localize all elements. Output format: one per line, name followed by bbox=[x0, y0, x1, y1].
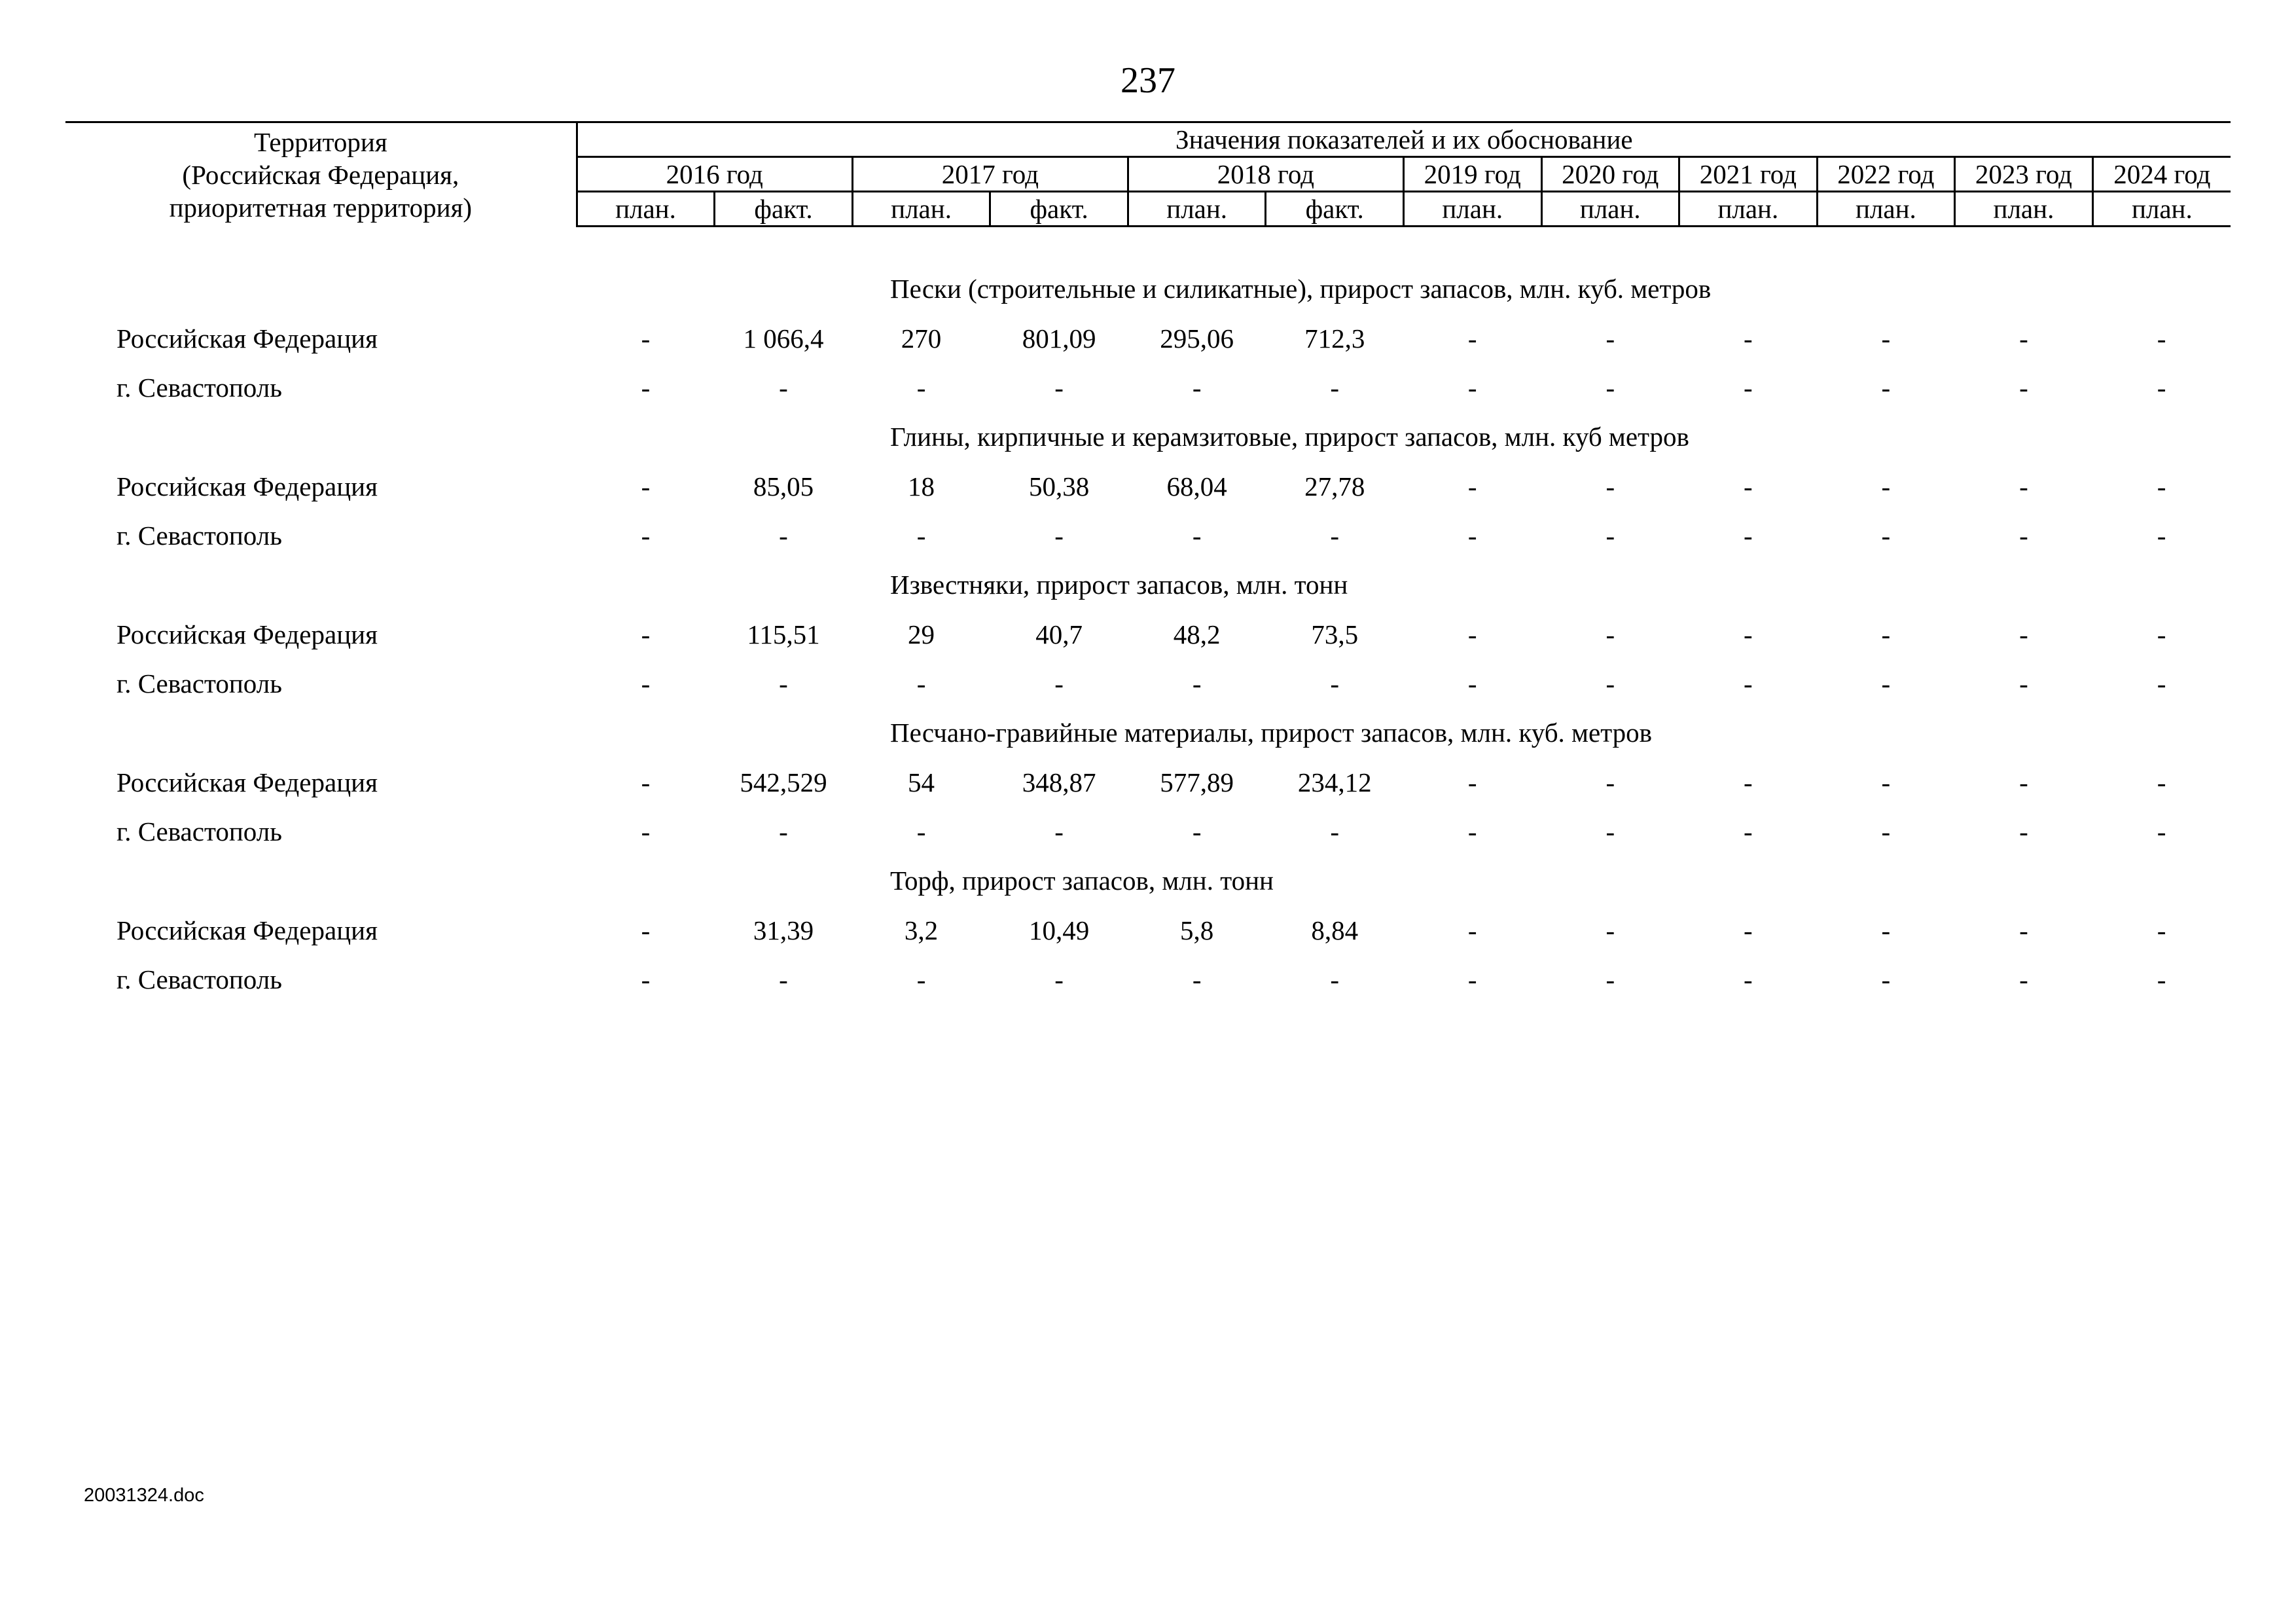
section-row bbox=[65, 412, 2231, 462]
value-cell: - bbox=[1744, 520, 1753, 551]
year-header: 2021 год bbox=[1679, 157, 1818, 192]
value-cell: 8,84 bbox=[1311, 915, 1359, 945]
territory-name: Российская Федерация bbox=[117, 471, 378, 501]
section-title: Известняки, прирост запасов, млн. тонн bbox=[890, 570, 1348, 600]
value-cell: - bbox=[641, 668, 651, 699]
value-cell: - bbox=[1605, 668, 1615, 699]
value-cell: - bbox=[916, 520, 926, 551]
value-cell: - bbox=[1605, 471, 1615, 501]
table-row bbox=[65, 363, 2231, 412]
value-cell: - bbox=[1881, 520, 1891, 551]
value-cell: - bbox=[1330, 668, 1340, 699]
value-cell: - bbox=[2019, 668, 2028, 699]
territory-name: г. Севастополь bbox=[117, 372, 282, 403]
value-cell: 85,05 bbox=[753, 471, 814, 501]
value-cell: - bbox=[2157, 915, 2166, 945]
value-cell: - bbox=[1192, 520, 1202, 551]
value-cell: 10,49 bbox=[1028, 915, 1090, 945]
territory-name: Российская Федерация bbox=[117, 619, 378, 649]
section-title: Пески (строительные и силикатные), прирост запасов, млн. куб. метров bbox=[890, 274, 1712, 304]
value-cell: - bbox=[641, 520, 651, 551]
value-cell: 542,529 bbox=[740, 767, 827, 797]
value-cell: - bbox=[1467, 964, 1477, 994]
value-cell: - bbox=[2019, 619, 2028, 649]
value-cell: - bbox=[641, 372, 651, 403]
value-cell: 295,06 bbox=[1160, 323, 1234, 354]
value-cell: - bbox=[1467, 471, 1477, 501]
value-cell: - bbox=[1744, 619, 1753, 649]
value-cell: - bbox=[2157, 619, 2166, 649]
value-cell: - bbox=[2019, 767, 2028, 797]
territory-name: Российская Федерация bbox=[117, 767, 378, 797]
value-cell: 50,38 bbox=[1028, 471, 1090, 501]
value-cell: - bbox=[1467, 619, 1477, 649]
value-cell: - bbox=[2019, 964, 2028, 994]
section-title: Торф, прирост запасов, млн. тонн bbox=[890, 866, 1274, 896]
value-cell: 18 bbox=[908, 471, 935, 501]
value-cell: - bbox=[1605, 816, 1615, 847]
value-cell: - bbox=[2019, 816, 2028, 847]
value-cell: - bbox=[641, 915, 651, 945]
section-cell bbox=[65, 708, 2231, 757]
footer-filename: 20031324.doc bbox=[84, 1485, 204, 1506]
table-row bbox=[65, 955, 2231, 1004]
value-cell: - bbox=[641, 323, 651, 354]
year-header: 2019 год bbox=[1403, 157, 1541, 192]
value-cell: - bbox=[641, 767, 651, 797]
indicators-table-container bbox=[65, 121, 2231, 1004]
value-cell: - bbox=[779, 964, 788, 994]
value-cell: - bbox=[1605, 323, 1615, 354]
plan-subheader: план. bbox=[1541, 192, 1679, 227]
value-cell: - bbox=[1330, 816, 1340, 847]
value-cell: 5,8 bbox=[1180, 915, 1214, 945]
value-cell: - bbox=[1744, 372, 1753, 403]
value-cell: - bbox=[1467, 767, 1477, 797]
table-row bbox=[65, 511, 2231, 560]
value-cell: - bbox=[779, 520, 788, 551]
value-cell: - bbox=[1330, 372, 1340, 403]
year-header: 2020 год bbox=[1541, 157, 1679, 192]
value-cell: - bbox=[1744, 668, 1753, 699]
year-header: 2024 год bbox=[2092, 157, 2231, 192]
table-row bbox=[65, 659, 2231, 708]
value-cell: 31,39 bbox=[753, 915, 814, 945]
value-cell: - bbox=[2157, 816, 2166, 847]
plan-subheader: план. bbox=[1403, 192, 1541, 227]
value-cell: - bbox=[916, 372, 926, 403]
value-cell: 29 bbox=[908, 619, 935, 649]
value-cell: - bbox=[2157, 372, 2166, 403]
territory-name: Российская Федерация bbox=[117, 323, 378, 354]
page-number: 237 bbox=[1121, 60, 1175, 101]
value-cell: 577,89 bbox=[1160, 767, 1234, 797]
value-cell: - bbox=[1744, 915, 1753, 945]
value-cell: - bbox=[641, 816, 651, 847]
table-row bbox=[65, 462, 2231, 511]
value-cell: 48,2 bbox=[1173, 619, 1221, 649]
value-cell: - bbox=[2157, 471, 2166, 501]
section-title: Песчано-гравийные материалы, прирост запасов, млн. куб. метров bbox=[890, 718, 1652, 748]
territory-name: г. Севастополь bbox=[117, 964, 282, 994]
spacer-cell bbox=[65, 227, 2231, 264]
value-cell: - bbox=[1605, 767, 1615, 797]
plan-subheader: план. bbox=[1955, 192, 2093, 227]
value-cell: - bbox=[2019, 372, 2028, 403]
plan-subheader: план. bbox=[1679, 192, 1818, 227]
territory-header-line: (Российская Федерация, bbox=[182, 159, 459, 190]
value-cell: - bbox=[1881, 915, 1891, 945]
value-cell: - bbox=[1467, 520, 1477, 551]
table-row bbox=[65, 314, 2231, 363]
value-cell: - bbox=[641, 964, 651, 994]
values-header: Значения показателей и их обоснование bbox=[577, 122, 2231, 157]
territory-name: г. Севастополь bbox=[117, 520, 282, 551]
value-cell: - bbox=[1467, 816, 1477, 847]
value-cell: - bbox=[1330, 520, 1340, 551]
value-cell: - bbox=[1467, 668, 1477, 699]
fact-subheader: факт. bbox=[990, 192, 1128, 227]
section-cell bbox=[65, 264, 2231, 314]
value-cell: - bbox=[1054, 816, 1064, 847]
value-cell: 27,78 bbox=[1304, 471, 1365, 501]
section-cell bbox=[65, 412, 2231, 462]
value-cell: - bbox=[2019, 520, 2028, 551]
value-cell: - bbox=[1054, 964, 1064, 994]
value-cell: - bbox=[2019, 915, 2028, 945]
value-cell: - bbox=[1744, 471, 1753, 501]
section-row bbox=[65, 264, 2231, 314]
value-cell: - bbox=[1881, 619, 1891, 649]
value-cell: - bbox=[1605, 915, 1615, 945]
territory-name: Российская Федерация bbox=[117, 915, 378, 945]
value-cell: - bbox=[779, 372, 788, 403]
value-cell: - bbox=[1881, 323, 1891, 354]
section-title: Глины, кирпичные и керамзитовые, прирост запасов, млн. куб метров bbox=[890, 422, 1689, 452]
value-cell: - bbox=[1467, 372, 1477, 403]
fact-subheader: факт. bbox=[715, 192, 853, 227]
year-header: 2022 год bbox=[1817, 157, 1955, 192]
value-cell: - bbox=[1605, 372, 1615, 403]
value-cell: - bbox=[1744, 767, 1753, 797]
value-cell: - bbox=[1605, 520, 1615, 551]
value-cell: - bbox=[1054, 520, 1064, 551]
territory-header bbox=[65, 122, 577, 227]
plan-subheader: план. bbox=[2092, 192, 2231, 227]
table-body bbox=[65, 227, 2231, 1004]
value-cell: - bbox=[1467, 323, 1477, 354]
value-cell: 234,12 bbox=[1297, 767, 1372, 797]
plan-subheader: план. bbox=[1128, 192, 1266, 227]
value-cell: - bbox=[1744, 964, 1753, 994]
value-cell: - bbox=[2157, 520, 2166, 551]
fact-subheader: факт. bbox=[1266, 192, 1404, 227]
value-cell: - bbox=[1881, 816, 1891, 847]
value-cell: - bbox=[1881, 372, 1891, 403]
value-cell: 115,51 bbox=[747, 619, 820, 649]
value-cell: - bbox=[916, 816, 926, 847]
territory-name: г. Севастополь bbox=[117, 816, 282, 847]
value-cell: - bbox=[916, 668, 926, 699]
territory-header-line: Территория bbox=[253, 126, 387, 157]
value-cell: 3,2 bbox=[904, 915, 939, 945]
value-cell: - bbox=[2157, 964, 2166, 994]
table-row bbox=[65, 807, 2231, 856]
value-cell: - bbox=[641, 619, 651, 649]
value-cell: - bbox=[2019, 471, 2028, 501]
value-cell: - bbox=[2157, 668, 2166, 699]
value-cell: 1 066,4 bbox=[743, 323, 824, 354]
spacer-row bbox=[65, 227, 2231, 264]
value-cell: - bbox=[1881, 668, 1891, 699]
value-cell: - bbox=[1605, 619, 1615, 649]
section-row bbox=[65, 856, 2231, 905]
value-cell: - bbox=[1744, 816, 1753, 847]
value-cell: - bbox=[916, 964, 926, 994]
value-cell: - bbox=[1744, 323, 1753, 354]
plan-subheader: план. bbox=[577, 192, 715, 227]
territory-name: г. Севастополь bbox=[117, 668, 282, 699]
value-cell: - bbox=[2157, 767, 2166, 797]
section-cell bbox=[65, 856, 2231, 905]
value-cell: 270 bbox=[901, 323, 942, 354]
year-header: 2016 год bbox=[577, 157, 852, 192]
value-cell: - bbox=[1467, 915, 1477, 945]
value-cell: - bbox=[1054, 668, 1064, 699]
year-header: 2017 год bbox=[852, 157, 1128, 192]
section-row bbox=[65, 560, 2231, 610]
year-header: 2018 год bbox=[1128, 157, 1403, 192]
value-cell: - bbox=[2157, 323, 2166, 354]
value-cell: 348,87 bbox=[1022, 767, 1096, 797]
section-row bbox=[65, 708, 2231, 757]
value-cell: - bbox=[1192, 964, 1202, 994]
value-cell: - bbox=[1054, 372, 1064, 403]
value-cell: - bbox=[1192, 816, 1202, 847]
value-cell: 73,5 bbox=[1311, 619, 1359, 649]
value-cell: - bbox=[779, 816, 788, 847]
value-cell: - bbox=[1192, 668, 1202, 699]
table-row bbox=[65, 757, 2231, 807]
plan-subheader: план. bbox=[1817, 192, 1955, 227]
value-cell: 68,04 bbox=[1166, 471, 1227, 501]
value-cell: - bbox=[1192, 372, 1202, 403]
table-row bbox=[65, 905, 2231, 955]
value-cell: 40,7 bbox=[1035, 619, 1083, 649]
value-cell: - bbox=[2019, 323, 2028, 354]
value-cell: - bbox=[641, 471, 651, 501]
value-cell: 54 bbox=[908, 767, 935, 797]
value-cell: - bbox=[779, 668, 788, 699]
value-cell: - bbox=[1881, 471, 1891, 501]
plan-subheader: план. bbox=[852, 192, 990, 227]
table-header bbox=[65, 122, 2231, 227]
value-cell: - bbox=[1605, 964, 1615, 994]
value-cell: 801,09 bbox=[1022, 323, 1096, 354]
value-cell: - bbox=[1881, 767, 1891, 797]
value-cell: - bbox=[1330, 964, 1340, 994]
value-cell: 712,3 bbox=[1304, 323, 1365, 354]
table-row bbox=[65, 610, 2231, 659]
value-cell: - bbox=[1881, 964, 1891, 994]
territory-header-line: приоритетная территория) bbox=[169, 192, 473, 223]
indicators-table bbox=[65, 121, 2231, 1004]
year-header: 2023 год bbox=[1955, 157, 2093, 192]
section-cell bbox=[65, 560, 2231, 610]
